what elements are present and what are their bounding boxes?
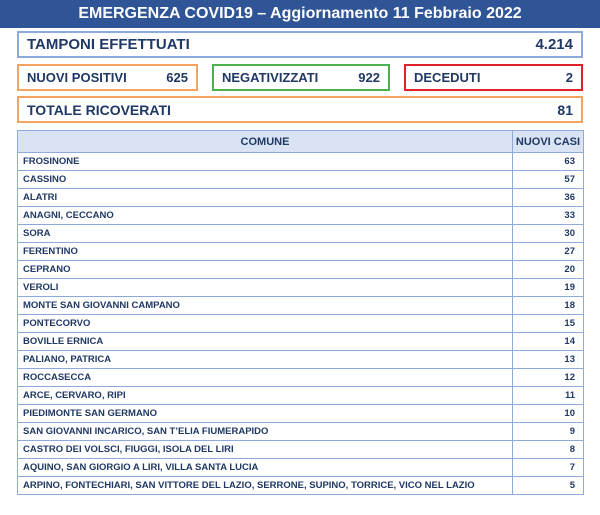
table-row	[18, 477, 584, 495]
comune-cell: BOVILLE ERNICA	[18, 333, 513, 351]
comune-cell: FROSINONE	[18, 153, 513, 171]
negativizzati-value: 922	[358, 70, 380, 85]
column-header-comune: COMUNE	[18, 131, 513, 153]
negativizzati-label: NEGATIVIZZATI	[222, 70, 319, 85]
nuovi-casi-cell: 18	[513, 297, 584, 315]
nuovi-casi-cell: 36	[513, 189, 584, 207]
nuovi-casi-cell: 8	[513, 441, 584, 459]
comune-cell: PALIANO, PATRICA	[18, 351, 513, 369]
nuovi-casi-cell: 11	[513, 387, 584, 405]
table-row	[18, 297, 584, 315]
comune-cell: SAN GIOVANNI INCARICO, SAN T’ELIA FIUMERAPIDO	[18, 423, 513, 441]
table-row	[18, 315, 584, 333]
table-row	[18, 459, 584, 477]
column-header-nuovi-casi: NUOVI CASI	[513, 131, 584, 153]
positivi-label: NUOVI POSITIVI	[27, 70, 127, 85]
comune-cell: CASSINO	[18, 171, 513, 189]
nuovi-casi-cell: 9	[513, 423, 584, 441]
table-row	[18, 333, 584, 351]
comune-cell: FERENTINO	[18, 243, 513, 261]
comune-cell: ARCE, CERVARO, RIPI	[18, 387, 513, 405]
ricoverati-value: 81	[557, 101, 573, 118]
tamponi-box	[17, 31, 583, 58]
table-row	[18, 351, 584, 369]
comune-cell: PIEDIMONTE SAN GERMANO	[18, 405, 513, 423]
nuovi-casi-cell: 20	[513, 261, 584, 279]
deceduti-value: 2	[565, 70, 573, 85]
positivi-value: 625	[166, 70, 188, 85]
comune-cell: ANAGNI, CECCANO	[18, 207, 513, 225]
comune-cell: AQUINO, SAN GIORGIO A LIRI, VILLA SANTA LUCIA	[18, 459, 513, 477]
table-row	[18, 387, 584, 405]
positivi-box	[17, 64, 198, 91]
nuovi-casi-cell: 19	[513, 279, 584, 297]
nuovi-casi-cell: 57	[513, 171, 584, 189]
comune-cell: PONTECORVO	[18, 315, 513, 333]
table-row	[18, 153, 584, 171]
nuovi-casi-cell: 12	[513, 369, 584, 387]
table-row	[18, 405, 584, 423]
nuovi-casi-cell: 10	[513, 405, 584, 423]
cases-table	[17, 130, 584, 495]
nuovi-casi-cell: 14	[513, 333, 584, 351]
nuovi-casi-cell: 15	[513, 315, 584, 333]
comune-cell: ALATRI	[18, 189, 513, 207]
comune-cell: VEROLI	[18, 279, 513, 297]
ricoverati-label: TOTALE RICOVERATI	[27, 101, 171, 118]
comune-cell: SORA	[18, 225, 513, 243]
deceduti-box	[404, 64, 583, 91]
table-row	[18, 279, 584, 297]
ricoverati-box	[17, 96, 583, 123]
comune-cell: CEPRANO	[18, 261, 513, 279]
nuovi-casi-cell: 33	[513, 207, 584, 225]
table-header-row	[18, 131, 584, 153]
deceduti-label: DECEDUTI	[414, 70, 481, 85]
page-title: EMERGENZA COVID19 – Aggiornamento 11 Febbraio 2022	[0, 0, 600, 28]
table-row	[18, 225, 584, 243]
comune-cell: ARPINO, FONTECHIARI, SAN VITTORE DEL LAZIO, SERRONE, SUPINO, TORRICE, VICO NEL LAZIO	[18, 477, 513, 495]
negativizzati-box	[212, 64, 390, 91]
nuovi-casi-cell: 63	[513, 153, 584, 171]
comune-cell: CASTRO DEI VOLSCI, FIUGGI, ISOLA DEL LIRI	[18, 441, 513, 459]
nuovi-casi-cell: 27	[513, 243, 584, 261]
nuovi-casi-cell: 30	[513, 225, 584, 243]
table-row	[18, 171, 584, 189]
table-row	[18, 207, 584, 225]
nuovi-casi-cell: 5	[513, 477, 584, 495]
nuovi-casi-cell: 13	[513, 351, 584, 369]
table-row	[18, 189, 584, 207]
table-row	[18, 423, 584, 441]
table-row	[18, 441, 584, 459]
tamponi-label: TAMPONI EFFETTUATI	[27, 36, 190, 53]
comune-cell: ROCCASECCA	[18, 369, 513, 387]
nuovi-casi-cell: 7	[513, 459, 584, 477]
tamponi-value: 4.214	[535, 36, 573, 53]
table-row	[18, 243, 584, 261]
table-row	[18, 369, 584, 387]
comune-cell: MONTE SAN GIOVANNI CAMPANO	[18, 297, 513, 315]
table-row	[18, 261, 584, 279]
